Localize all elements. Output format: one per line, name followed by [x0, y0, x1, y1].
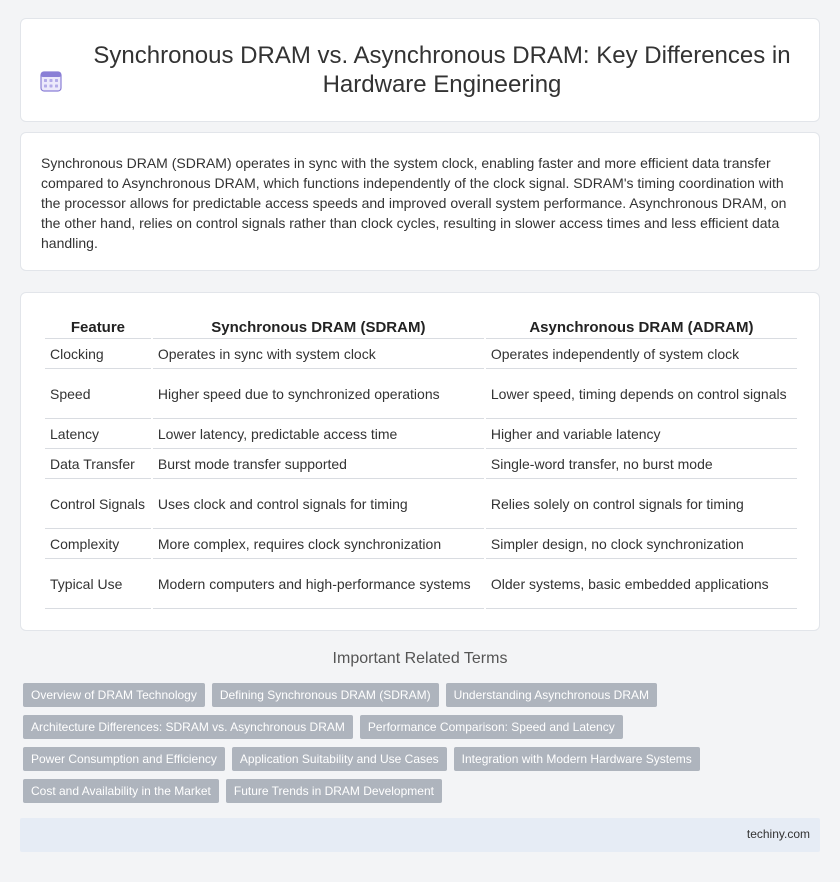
- comparison-card: [20, 292, 820, 631]
- related-term-tag[interactable]: Performance Comparison: Speed and Latency: [360, 715, 623, 739]
- row-sdram: Burst mode transfer supported: [153, 449, 484, 479]
- page-title: Synchronous DRAM vs. Asynchronous DRAM: Key Differences in Hardware Engineering: [93, 42, 791, 98]
- row-adram: Simpler design, no clock synchronization: [486, 529, 797, 559]
- table-row: [45, 559, 797, 609]
- row-feature: Latency: [45, 419, 151, 449]
- row-feature: Control Signals: [45, 479, 151, 529]
- row-sdram: Operates in sync with system clock: [153, 339, 484, 369]
- table-row: [45, 369, 797, 419]
- calendar-grid-icon: [40, 70, 62, 92]
- table-row: [45, 449, 797, 479]
- row-adram: Operates independently of system clock: [486, 339, 797, 369]
- header-feature: Feature: [45, 313, 151, 339]
- row-feature: Typical Use: [45, 559, 151, 609]
- row-adram: Older systems, basic embedded applications: [486, 559, 797, 609]
- related-term-tag[interactable]: Application Suitability and Use Cases: [232, 747, 447, 771]
- row-adram: Relies solely on control signals for timing: [486, 479, 797, 529]
- related-term-tag[interactable]: Future Trends in DRAM Development: [226, 779, 442, 803]
- table-row: [45, 339, 797, 369]
- header-adram: Asynchronous DRAM (ADRAM): [486, 313, 797, 339]
- footer-site-link[interactable]: techiny.com: [746, 827, 810, 841]
- row-adram: Higher and variable latency: [486, 419, 797, 449]
- row-sdram: Lower latency, predictable access time: [153, 419, 484, 449]
- related-term-tag[interactable]: Architecture Differences: SDRAM vs. Asynchronous DRAM: [23, 715, 353, 739]
- table-row: [45, 419, 797, 449]
- row-sdram: Modern computers and high-performance systems: [153, 559, 484, 609]
- title-wrap: [40, 41, 800, 99]
- row-adram: Single-word transfer, no burst mode: [486, 449, 797, 479]
- related-term-tag[interactable]: Integration with Modern Hardware Systems: [454, 747, 700, 771]
- related-terms-title: Important Related Terms: [332, 650, 508, 667]
- table-row: [45, 479, 797, 529]
- row-adram: Lower speed, timing depends on control signals: [486, 369, 797, 419]
- comparison-table: [43, 313, 799, 609]
- row-sdram: Uses clock and control signals for timing: [153, 479, 484, 529]
- row-feature: Clocking: [45, 339, 151, 369]
- row-sdram: Higher speed due to synchronized operations: [153, 369, 484, 419]
- related-term-tag[interactable]: Cost and Availability in the Market: [23, 779, 219, 803]
- tag-row: [23, 715, 813, 739]
- related-term-tag[interactable]: Power Consumption and Efficiency: [23, 747, 225, 771]
- row-sdram: More complex, requires clock synchronization: [153, 529, 484, 559]
- row-feature: Data Transfer: [45, 449, 151, 479]
- intro-card: [20, 132, 820, 271]
- related-term-tag[interactable]: Understanding Asynchronous DRAM: [446, 683, 657, 707]
- related-term-tag[interactable]: Defining Synchronous DRAM (SDRAM): [212, 683, 439, 707]
- tag-row: [23, 683, 813, 707]
- table-header-row: [45, 313, 797, 339]
- related-term-tag[interactable]: Overview of DRAM Technology: [23, 683, 205, 707]
- header-sdram: Synchronous DRAM (SDRAM): [153, 313, 484, 339]
- footer: [20, 818, 820, 852]
- table-row: [45, 529, 797, 559]
- title-card: [20, 18, 820, 122]
- row-feature: Complexity: [45, 529, 151, 559]
- related-terms-tags: [23, 683, 813, 811]
- intro-paragraph: Synchronous DRAM (SDRAM) operates in sync with the system clock, enabling faster and more efficient data transfer compared to Asynchronous DRAM, which functions independently of the clock signal. SDRAM's timing coordination with the processor allows for predictable access speeds and improved overall system performance. Asynchronous DRAM, on the other hand, relies on control signals rather than clock cycles, resulting in slower access times and less efficient data handling.: [41, 155, 787, 251]
- tag-row: [23, 747, 813, 771]
- row-feature: Speed: [45, 369, 151, 419]
- tag-row: [23, 779, 813, 803]
